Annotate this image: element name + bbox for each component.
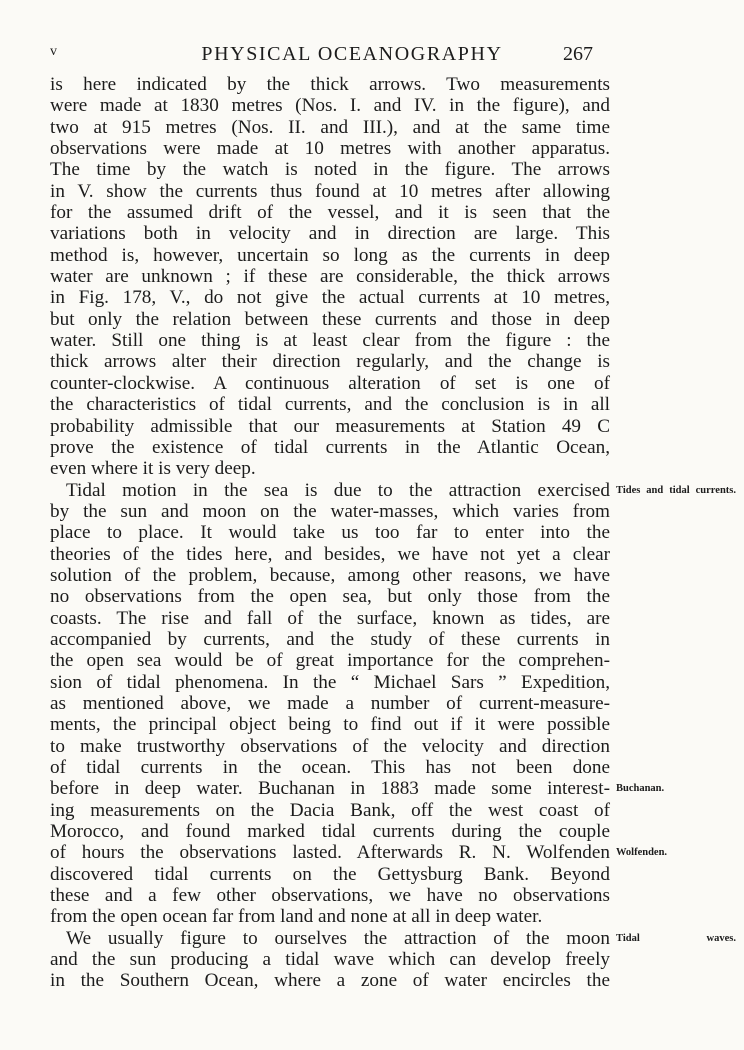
text-line — [50, 522, 610, 543]
text-line — [50, 586, 610, 607]
text-line — [50, 736, 610, 757]
text-line — [50, 821, 610, 842]
text-line — [50, 672, 610, 693]
text-line-content: theories of the tides here, and besides, we have not yet a clear — [50, 543, 610, 565]
text-line-content: in Fig. 178, V., do not give the actual currents at 10 metres, — [50, 287, 610, 309]
text-line-content: variations both in velocity and in direction are large. This — [50, 223, 610, 245]
text-line — [50, 757, 610, 778]
text-line-content: ments, the principal object being to find out if it were possible — [50, 714, 610, 736]
text-line-content: Morocco, and found marked tidal currents during the couple — [50, 821, 610, 843]
text-line — [50, 181, 610, 202]
text-line-content: even where it is very deep. — [50, 458, 256, 480]
text-line-content: accompanied by currents, and the study of these currents in — [50, 628, 610, 650]
text-line-content: the characteristics of tidal currents, and the conclusion is in all — [50, 394, 610, 416]
text-line — [50, 159, 610, 180]
text-line — [50, 565, 610, 586]
running-header — [0, 44, 744, 70]
text-line — [50, 778, 665, 800]
text-line-content: ing measurements on the Dacia Bank, off the west coast of — [50, 799, 610, 821]
text-line — [50, 74, 610, 95]
text-line — [50, 95, 610, 116]
running-title: PHYSICAL OCEANOGRAPHY — [201, 43, 503, 65]
text-line — [50, 309, 610, 330]
text-line-content: discovered tidal currents on the Gettysburg Bank. Beyond — [50, 863, 610, 885]
text-line-content: place to place. It would take us too far to enter into the — [50, 522, 610, 544]
text-line-content: water are unknown ; if these are considerable, the thick arrows — [50, 266, 610, 288]
text-line — [50, 842, 668, 864]
text-line-content: thick arrows alter their direction regularly, and the change is — [50, 351, 610, 373]
text-line — [50, 287, 610, 308]
text-line-content: prove the existence of tidal currents in the Atlantic Ocean, — [50, 436, 610, 458]
text-line-content: water. Still one thing is at least clear from the figure : the — [50, 330, 610, 352]
text-line — [50, 714, 610, 735]
text-line-content: method is, however, uncertain so long as the currents in deep — [50, 244, 610, 266]
text-line — [50, 416, 610, 437]
margin-note: Tidal waves. — [616, 932, 736, 944]
margin-note: Tides and tidal currents. — [616, 484, 736, 496]
text-line-content: of tidal currents in the ocean. This has not been done — [50, 757, 610, 778]
text-line-content: Tidal motion in the sea is due to the attraction exercised — [66, 479, 610, 501]
text-line — [50, 479, 736, 501]
text-line — [50, 629, 610, 650]
text-line-content: these and a few other observations, we have no observations — [50, 885, 610, 907]
text-line — [50, 800, 610, 821]
text-line — [50, 202, 610, 223]
text-line-content: no observations from the open sea, but only those from the — [50, 586, 610, 608]
text-line — [50, 970, 610, 991]
text-line — [50, 266, 610, 287]
text-line — [50, 501, 610, 522]
text-line-content: were made at 1830 metres (Nos. I. and IV. in the figure), and — [50, 95, 610, 117]
text-line — [50, 330, 610, 351]
text-line-content: The time by the watch is noted in the figure. The arrows — [50, 159, 610, 181]
margin-note: Wolfenden. — [616, 847, 668, 859]
text-line-content: to make trustworthy observations of the velocity and direction — [50, 735, 610, 757]
text-line-content: solution of the problem, because, among other reasons, we have — [50, 564, 610, 586]
text-line-content: We usually figure to ourselves the attraction of the moon — [66, 927, 610, 949]
chapter-number: v — [50, 44, 57, 59]
text-line — [50, 693, 610, 714]
text-line — [50, 245, 610, 266]
text-line — [50, 458, 610, 479]
text-line — [50, 544, 610, 565]
text-line-content: sion of tidal phenomena. In the “ Michael Sars ” Expedition, — [50, 671, 610, 693]
text-line — [50, 650, 610, 671]
text-line — [50, 223, 610, 244]
text-line-content: is here indicated by the thick arrows. Two measurements — [50, 74, 610, 95]
text-line-content: counter-clockwise. A continuous alteration of set is one of — [50, 372, 610, 394]
text-line — [50, 394, 610, 415]
text-line — [50, 949, 610, 970]
text-line — [50, 885, 610, 906]
text-line-content: in V. show the currents thus found at 10 metres after allowing — [50, 180, 610, 202]
text-line — [50, 351, 610, 372]
page-number: 267 — [563, 43, 593, 65]
text-line-content: two at 915 metres (Nos. II. and III.), and at the same time — [50, 116, 610, 138]
text-line — [50, 373, 610, 394]
text-line — [50, 864, 610, 885]
text-line-content: probability admissible that our measurements at Station 49 C — [50, 415, 610, 437]
text-line — [50, 927, 736, 949]
text-line — [50, 117, 610, 138]
text-line — [50, 138, 610, 159]
text-line-content: but only the relation between these currents and those in deep — [50, 308, 610, 330]
text-line-content: for the assumed drift of the vessel, and it is seen that the — [50, 202, 610, 224]
text-line-content: by the sun and moon on the water-masses, which varies from — [50, 500, 610, 522]
body-text — [50, 74, 736, 992]
text-line-content: of hours the observations lasted. Afterwards R. N. Wolfenden — [50, 842, 610, 864]
text-line-content: observations were made at 10 metres with another apparatus. — [50, 138, 610, 160]
text-line — [50, 437, 610, 458]
text-line-content: and the sun producing a tidal wave which can develop freely — [50, 949, 610, 971]
text-line-content: the open sea would be of great importance for the comprehen- — [50, 650, 610, 672]
text-line-content: from the open ocean far from land and none at all in deep water. — [50, 906, 543, 928]
text-line — [50, 608, 610, 629]
text-line — [50, 906, 610, 927]
margin-note: Buchanan. — [616, 783, 665, 795]
text-line-content: coasts. The rise and fall of the surface, known as tides, are — [50, 607, 610, 629]
text-line-content: in the Southern Ocean, where a zone of water encircles the — [50, 970, 610, 992]
text-line-content: before in deep water. Buchanan in 1883 made some interest- — [50, 778, 610, 800]
text-line-content: as mentioned above, we made a number of current-measure- — [50, 692, 610, 714]
